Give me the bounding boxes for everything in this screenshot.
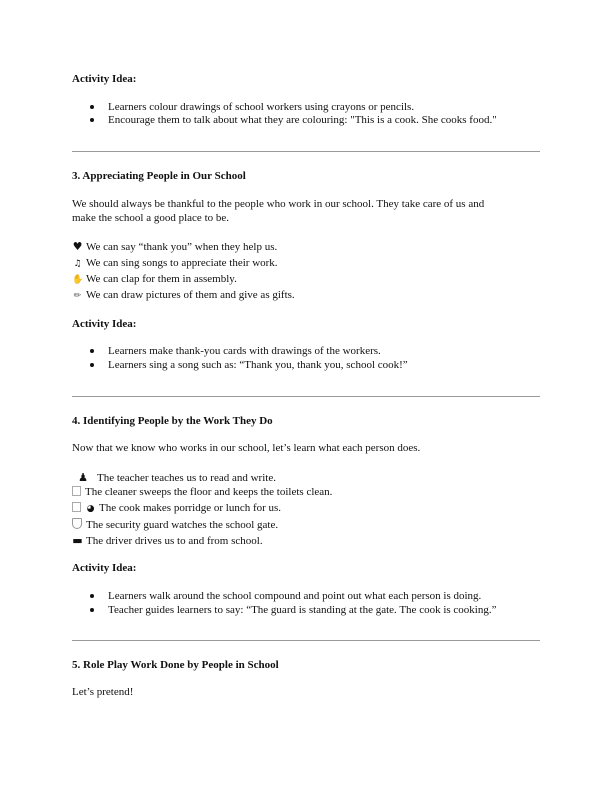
item-text: We can clap for them in assembly.: [86, 273, 237, 285]
item-text: The cleaner sweeps the floor and keeps the toilets clean.: [85, 486, 333, 498]
list-item: [72, 518, 278, 532]
teacher-icon: ♟: [78, 471, 88, 484]
pencil-icon: ✏: [73, 291, 82, 301]
list-item: [72, 289, 295, 303]
bullet-icon: [90, 105, 94, 109]
item-text: We can sing songs to appreciate their work.: [86, 257, 278, 269]
list-item: [72, 273, 237, 287]
list-item: Learners make thank-you cards with drawings of the workers.: [108, 345, 381, 357]
activity-heading: Activity Idea:: [72, 73, 137, 85]
shield-icon: [72, 518, 82, 529]
missing-glyph-icon: [72, 502, 81, 512]
list-item: [72, 502, 281, 516]
bullet-icon: [90, 594, 94, 598]
list-item: [72, 257, 278, 271]
activity-heading: Activity Idea:: [72, 562, 137, 574]
heart-icon: ♥: [72, 240, 83, 253]
activity-heading: Activity Idea:: [72, 318, 137, 330]
item-text: The security guard watches the school gate.: [86, 519, 279, 531]
list-item: Learners sing a song such as: “Thank you, thank you, school cook!”: [108, 359, 408, 371]
list-item: Encourage them to talk about what they are colouring: "This is a cook. She cooks food.": [108, 114, 497, 126]
section-divider: [72, 640, 540, 641]
item-text: The driver drives us to and from school.: [86, 535, 263, 547]
bullet-icon: [90, 349, 94, 353]
paragraph: make the school a good place to be.: [72, 212, 230, 224]
bullet-icon: [90, 363, 94, 367]
section-heading: 3. Appreciating People in Our School: [72, 170, 246, 182]
list-item: Teacher guides learners to say: “The guard is standing at the gate. The cook is cooking.”: [108, 604, 497, 616]
bullet-icon: [90, 118, 94, 122]
section-heading: 5. Role Play Work Done by People in School: [72, 659, 279, 671]
item-text: We can say “thank you” when they help us.: [86, 241, 278, 253]
paragraph: We should always be thankful to the people who work in our school. They take care of us and: [72, 198, 485, 210]
item-text: We can draw pictures of them and give as gifts.: [86, 289, 295, 301]
music-notes-icon: ♫: [73, 259, 82, 269]
item-text: The cook makes porridge or lunch for us.: [99, 502, 282, 514]
broom-icon: [72, 486, 81, 496]
item-text: The teacher teaches us to read and write.: [97, 472, 276, 484]
list-item: [72, 486, 332, 499]
list-item: [72, 240, 277, 254]
list-item: [72, 471, 276, 485]
section-divider: [72, 151, 540, 152]
list-item: Learners walk around the school compound and point out what each person is doing.: [108, 590, 482, 602]
paragraph: Let’s pretend!: [72, 686, 134, 698]
section-divider: [72, 396, 540, 397]
list-item: Learners colour drawings of school workers using crayons or pencils.: [108, 101, 415, 113]
cooking-icon: ◕: [86, 504, 95, 514]
clapping-hands-icon: ✋: [72, 275, 84, 285]
paragraph: Now that we know who works in our school, let’s learn what each person does.: [72, 442, 421, 454]
section-heading: 4. Identifying People by the Work They Do: [72, 415, 273, 427]
bus-icon: ▬: [72, 534, 83, 547]
list-item: [72, 534, 263, 548]
bullet-icon: [90, 608, 94, 612]
